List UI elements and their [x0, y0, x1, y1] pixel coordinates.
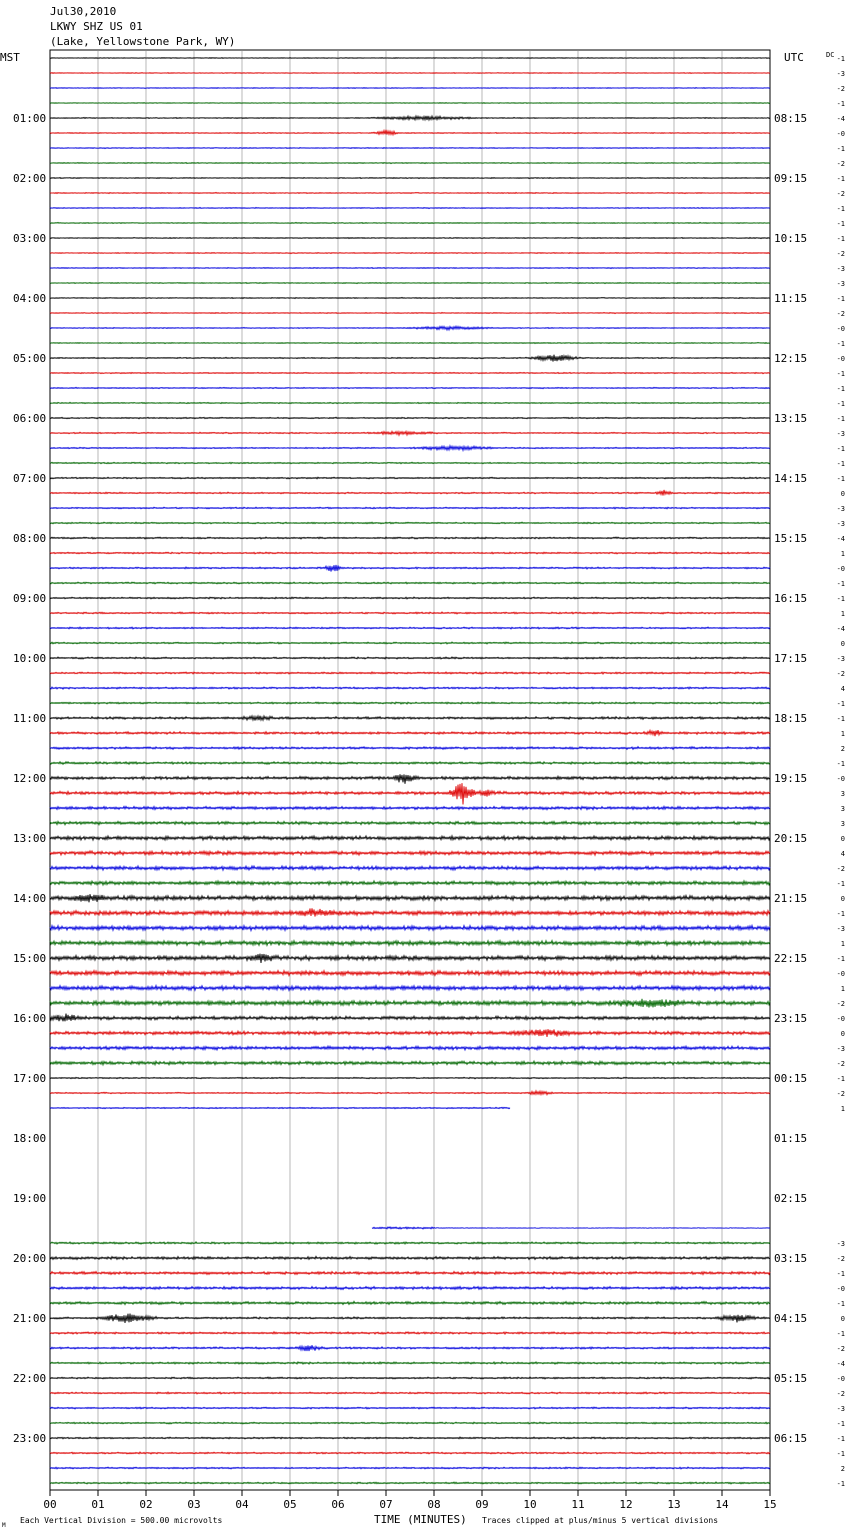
- dc-offset-label: -0: [836, 130, 845, 138]
- x-tick-label: 12: [619, 1498, 633, 1511]
- mst-hour-label: 17:00: [13, 1072, 47, 1085]
- trace-line: [50, 130, 770, 135]
- dc-offset-label: -1: [836, 145, 845, 153]
- trace-line: [372, 1227, 770, 1229]
- station-label: LKWY SHZ US 01: [50, 20, 143, 33]
- utc-hour-label: 11:15: [774, 292, 808, 305]
- dc-offset-label: -3: [836, 265, 845, 273]
- dc-offset-label: -3: [836, 1405, 845, 1413]
- dc-offset-label: -1: [836, 235, 845, 243]
- utc-hour-label: 10:15: [774, 232, 808, 245]
- mst-hour-label: 11:00: [13, 712, 47, 725]
- dc-offset-label: -4: [836, 625, 845, 633]
- utc-hour-label: 18:15: [774, 712, 808, 725]
- trace-line: [50, 73, 770, 74]
- dc-offset-label: -1: [836, 580, 845, 588]
- trace-line: [50, 926, 770, 931]
- trace-line: [50, 774, 770, 784]
- trace-line: [50, 582, 770, 584]
- utc-hour-label: 22:15: [774, 952, 808, 965]
- trace-line: [50, 716, 770, 721]
- trace-line: [50, 881, 770, 885]
- vertical-division-note: Each Vertical Division = 500.00 microvolts: [20, 1516, 223, 1525]
- dc-offset-label: -1: [836, 175, 845, 183]
- trace-line: [50, 894, 770, 902]
- dc-offset-label: -1: [836, 385, 845, 393]
- dc-offset-label: 1: [840, 985, 845, 993]
- dc-offset-label: -1: [836, 715, 845, 723]
- trace-line: [50, 1256, 770, 1259]
- mst-hour-label: 06:00: [13, 412, 47, 425]
- trace-line: [50, 986, 770, 991]
- mst-hour-label: 02:00: [13, 172, 47, 185]
- x-axis-title: TIME (MINUTES): [374, 1513, 467, 1526]
- dc-offset-label: -0: [836, 1015, 845, 1023]
- dc-offset-label: -2: [836, 250, 845, 258]
- trace-line: [50, 1452, 770, 1454]
- dc-offset-label: -1: [836, 295, 845, 303]
- dc-offset-label: 4: [840, 850, 845, 858]
- utc-hour-label: 08:15: [774, 112, 808, 125]
- trace-line: [50, 1392, 770, 1394]
- trace-line: [50, 1482, 770, 1484]
- trace-line: [50, 1362, 770, 1364]
- dc-offset-label: -1: [836, 475, 845, 483]
- x-tick-label: 13: [667, 1498, 681, 1511]
- utc-hour-label: 23:15: [774, 1012, 808, 1025]
- dc-offset-label: 0: [840, 1030, 845, 1038]
- dc-offset-label: 1: [840, 940, 845, 948]
- dc-offset-label: -0: [836, 325, 845, 333]
- mst-hour-label: 14:00: [13, 892, 47, 905]
- dc-offset-label: -1: [836, 880, 845, 888]
- trace-line: [50, 999, 770, 1008]
- dc-offset-label: -1: [836, 1330, 845, 1338]
- dc-offset-label: -1: [836, 445, 845, 453]
- dc-offset-label: -2: [836, 1345, 845, 1353]
- trace-line: [50, 282, 770, 283]
- dc-offset-label: -1: [836, 205, 845, 213]
- dc-offset-label: 0: [840, 640, 845, 648]
- trace-line: [50, 342, 770, 343]
- mst-hour-label: 04:00: [13, 292, 47, 305]
- trace-line: [50, 222, 770, 223]
- dc-offset-label: -1: [836, 1420, 845, 1428]
- axis-labels: [13, 55, 845, 1511]
- dc-offset-label: -1: [836, 1435, 845, 1443]
- trace-line: [50, 1332, 770, 1334]
- utc-hour-label: 16:15: [774, 592, 808, 605]
- dc-offset-label: -4: [836, 115, 845, 123]
- x-tick-label: 07: [379, 1498, 393, 1511]
- dc-header-label: DC: [826, 51, 835, 59]
- trace-line: [50, 702, 770, 704]
- trace-line: [50, 672, 770, 674]
- utc-hour-label: 01:15: [774, 1132, 808, 1145]
- trace-line: [50, 627, 770, 629]
- trace-line: [50, 1407, 770, 1409]
- mst-hour-label: 15:00: [13, 952, 47, 965]
- trace-line: [50, 1377, 770, 1379]
- trace-line: [50, 1029, 770, 1037]
- x-tick-label: 04: [235, 1498, 249, 1511]
- trace-line: [50, 507, 770, 509]
- trace-line: [50, 612, 770, 614]
- dc-offset-label: -1: [836, 1480, 845, 1488]
- mst-hour-label: 18:00: [13, 1132, 47, 1145]
- trace-line: [50, 1301, 770, 1304]
- dc-offset-label: 1: [840, 730, 845, 738]
- trace-line: [50, 1061, 770, 1065]
- trace-line: [50, 477, 770, 479]
- x-tick-label: 02: [139, 1498, 153, 1511]
- trace-line: [50, 597, 770, 599]
- x-tick-label: 05: [283, 1498, 297, 1511]
- trace-line: [50, 267, 770, 268]
- dc-offset-label: -2: [836, 1090, 845, 1098]
- dc-offset-label: 1: [840, 550, 845, 558]
- utc-hour-label: 12:15: [774, 352, 808, 365]
- trace-line: [50, 177, 770, 178]
- trace-line: [50, 402, 770, 403]
- time-grid: [50, 50, 770, 1490]
- dc-offset-label: 0: [840, 1315, 845, 1323]
- trace-line: [50, 1077, 770, 1079]
- mst-hour-label: 07:00: [13, 472, 47, 485]
- trace-line: [50, 642, 770, 644]
- dc-offset-label: -1: [836, 1300, 845, 1308]
- x-tick-label: 10: [523, 1498, 537, 1511]
- dc-offset-label: -2: [836, 310, 845, 318]
- trace-line: [50, 1422, 770, 1424]
- trace-line: [50, 687, 770, 689]
- dc-offset-label: 1: [840, 1105, 845, 1113]
- trace-line: [50, 1091, 770, 1095]
- utc-hour-label: 20:15: [774, 832, 808, 845]
- trace-line: [50, 747, 770, 750]
- trace-line: [50, 1314, 770, 1323]
- mst-hour-label: 03:00: [13, 232, 47, 245]
- mst-hour-label: 23:00: [13, 1432, 47, 1445]
- left-timezone-label: MST: [0, 51, 20, 64]
- trace-line: [50, 762, 770, 765]
- trace-line: [50, 1467, 770, 1469]
- dc-offset-label: -1: [836, 220, 845, 228]
- trace-line: [50, 836, 770, 840]
- dc-offset-label: -1: [836, 400, 845, 408]
- dc-offset-label: 0: [840, 835, 845, 843]
- dc-offset-label: -1: [836, 595, 845, 603]
- dc-offset-label: -1: [836, 760, 845, 768]
- trace-line: [50, 326, 770, 330]
- trace-line: [50, 1345, 770, 1351]
- dc-offset-label: -3: [836, 1240, 845, 1248]
- trace-line: [50, 103, 770, 104]
- dc-offset-label: -1: [836, 55, 845, 63]
- trace-line: [50, 954, 770, 963]
- dc-offset-label: -3: [836, 280, 845, 288]
- dc-offset-label: 3: [840, 805, 845, 813]
- dc-offset-label: -3: [836, 70, 845, 78]
- utc-hour-label: 17:15: [774, 652, 808, 665]
- trace-line: [50, 417, 770, 419]
- trace-line: [50, 908, 770, 916]
- dc-offset-label: -3: [836, 505, 845, 513]
- trace-line: [50, 372, 770, 373]
- trace-line: [50, 116, 770, 120]
- dc-offset-label: -1: [836, 370, 845, 378]
- trace-line: [50, 431, 770, 435]
- utc-hour-label: 19:15: [774, 772, 808, 785]
- dc-offset-label: -4: [836, 535, 845, 543]
- dc-offset-label: -1: [836, 1450, 845, 1458]
- mst-hour-label: 22:00: [13, 1372, 47, 1385]
- trace-line: [50, 1107, 510, 1109]
- trace-line: [50, 941, 770, 946]
- trace-group: [50, 58, 770, 1484]
- dc-offset-label: -2: [836, 85, 845, 93]
- right-timezone-label: UTC: [784, 51, 804, 64]
- trace-line: [50, 312, 770, 313]
- trace-line: [50, 730, 770, 736]
- x-tick-label: 14: [715, 1498, 729, 1511]
- dc-offset-label: -0: [836, 970, 845, 978]
- trace-line: [50, 1272, 770, 1275]
- date-label: Jul30,2010: [50, 5, 117, 18]
- trace-line: [50, 192, 770, 193]
- dc-offset-label: -0: [836, 565, 845, 573]
- dc-offset-label: -2: [836, 190, 845, 198]
- trace-line: [50, 162, 770, 163]
- dc-offset-label: 3: [840, 820, 845, 828]
- trace-line: [50, 783, 770, 804]
- dc-offset-label: -2: [836, 1060, 845, 1068]
- dc-offset-label: -0: [836, 355, 845, 363]
- trace-line: [50, 58, 770, 59]
- dc-offset-label: -2: [836, 160, 845, 168]
- dc-offset-label: -2: [836, 670, 845, 678]
- dc-offset-label: -2: [836, 1000, 845, 1008]
- trace-line: [50, 657, 770, 659]
- trace-line: [50, 207, 770, 208]
- dc-offset-label: -3: [836, 520, 845, 528]
- dc-offset-label: -1: [836, 700, 845, 708]
- trace-line: [50, 462, 770, 464]
- x-tick-label: 15: [763, 1498, 777, 1511]
- x-tick-label: 11: [571, 1498, 585, 1511]
- mst-hour-label: 10:00: [13, 652, 47, 665]
- trace-line: [50, 490, 770, 496]
- trace-line: [50, 1046, 770, 1050]
- x-tick-label: 01: [91, 1498, 105, 1511]
- footer-mark: M: [2, 1522, 6, 1529]
- trace-line: [50, 297, 770, 298]
- trace-line: [50, 851, 770, 855]
- dc-offset-label: -0: [836, 1285, 845, 1293]
- utc-hour-label: 06:15: [774, 1432, 808, 1445]
- x-tick-label: 09: [475, 1498, 489, 1511]
- dc-offset-label: -3: [836, 430, 845, 438]
- dc-offset-label: -1: [836, 910, 845, 918]
- mst-hour-label: 16:00: [13, 1012, 47, 1025]
- location-label: (Lake, Yellowstone Park, WY): [50, 35, 236, 48]
- trace-line: [50, 1437, 770, 1439]
- utc-hour-label: 14:15: [774, 472, 808, 485]
- trace-line: [50, 253, 770, 254]
- dc-offset-label: -1: [836, 955, 845, 963]
- dc-offset-label: -1: [836, 340, 845, 348]
- dc-offset-label: -3: [836, 925, 845, 933]
- mst-hour-label: 21:00: [13, 1312, 47, 1325]
- clip-note: Traces clipped at plus/minus 5 vertical divisions: [482, 1516, 719, 1525]
- mst-hour-label: 05:00: [13, 352, 47, 365]
- dc-offset-label: 2: [840, 745, 845, 753]
- trace-line: [50, 552, 770, 554]
- mst-hour-label: 13:00: [13, 832, 47, 845]
- dc-offset-label: -2: [836, 1255, 845, 1263]
- dc-offset-label: -3: [836, 655, 845, 663]
- trace-line: [50, 565, 770, 572]
- utc-hour-label: 00:15: [774, 1072, 808, 1085]
- dc-offset-label: -4: [836, 1360, 845, 1368]
- dc-offset-label: -1: [836, 460, 845, 468]
- trace-line: [50, 866, 770, 870]
- trace-line: [50, 1287, 770, 1290]
- utc-hour-label: 05:15: [774, 1372, 808, 1385]
- dc-offset-label: -0: [836, 1375, 845, 1383]
- dc-offset-label: -1: [836, 415, 845, 423]
- trace-line: [50, 148, 770, 149]
- trace-line: [50, 537, 770, 539]
- dc-offset-label: 0: [840, 490, 845, 498]
- trace-line: [50, 355, 770, 362]
- dc-offset-label: 2: [840, 1465, 845, 1473]
- trace-line: [50, 88, 770, 89]
- trace-line: [50, 1014, 770, 1022]
- dc-offset-label: -1: [836, 1270, 845, 1278]
- trace-line: [50, 446, 770, 451]
- dc-offset-label: -2: [836, 865, 845, 873]
- trace-line: [50, 1242, 770, 1244]
- trace-line: [50, 522, 770, 524]
- dc-offset-label: -3: [836, 1045, 845, 1053]
- dc-offset-label: 3: [840, 790, 845, 798]
- utc-hour-label: 15:15: [774, 532, 808, 545]
- x-tick-label: 00: [43, 1498, 57, 1511]
- mst-hour-label: 19:00: [13, 1192, 47, 1205]
- trace-line: [50, 806, 770, 809]
- dc-offset-label: -0: [836, 775, 845, 783]
- mst-hour-label: 12:00: [13, 772, 47, 785]
- utc-hour-label: 04:15: [774, 1312, 808, 1325]
- dc-offset-label: -1: [836, 100, 845, 108]
- utc-hour-label: 13:15: [774, 412, 808, 425]
- utc-hour-label: 03:15: [774, 1252, 808, 1265]
- trace-line: [50, 821, 770, 825]
- x-tick-label: 08: [427, 1498, 441, 1511]
- utc-hour-label: 02:15: [774, 1192, 808, 1205]
- mst-hour-label: 01:00: [13, 112, 47, 125]
- x-tick-label: 06: [331, 1498, 345, 1511]
- dc-offset-label: 4: [840, 685, 845, 693]
- mst-hour-label: 08:00: [13, 532, 47, 545]
- dc-offset-label: 1: [840, 610, 845, 618]
- dc-offset-label: 0: [840, 895, 845, 903]
- trace-line: [50, 971, 770, 976]
- x-tick-label: 03: [187, 1498, 201, 1511]
- utc-hour-label: 09:15: [774, 172, 808, 185]
- plot-frame: [50, 50, 770, 1490]
- dc-offset-label: -2: [836, 1390, 845, 1398]
- mst-hour-label: 09:00: [13, 592, 47, 605]
- trace-line: [50, 387, 770, 388]
- dc-offset-label: -1: [836, 1075, 845, 1083]
- mst-hour-label: 20:00: [13, 1252, 47, 1265]
- utc-hour-label: 21:15: [774, 892, 808, 905]
- trace-line: [50, 237, 770, 238]
